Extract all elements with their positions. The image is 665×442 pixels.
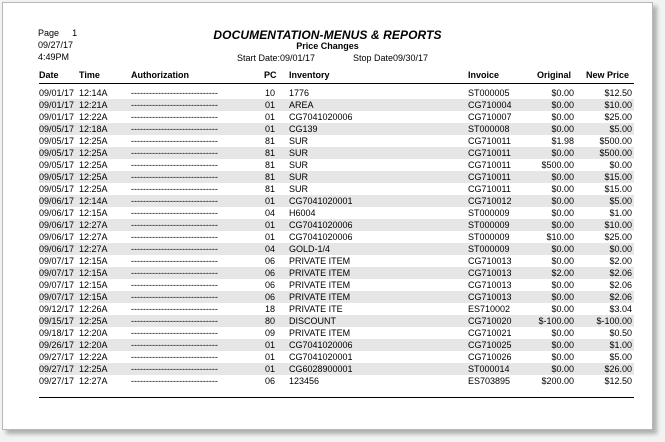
cell-pc: 01 (265, 232, 276, 242)
cell-date: 09/06/17 (39, 208, 75, 218)
cell-original: $2.00 (551, 268, 574, 278)
table-row (3, 183, 652, 195)
table-row (3, 375, 652, 387)
cell-authorization: ----------------------------- (131, 328, 218, 338)
cell-inventory: AREA (289, 100, 314, 110)
cell-invoice: ST000008 (468, 124, 510, 134)
cell-new-price: $2.00 (609, 256, 632, 266)
cell-time: 12:26A (79, 304, 108, 314)
cell-authorization: ----------------------------- (131, 244, 218, 254)
cell-pc: 01 (265, 220, 276, 230)
cell-new-price: $500.00 (599, 148, 632, 158)
cell-original: $0.00 (551, 280, 574, 290)
cell-pc: 01 (265, 100, 276, 110)
col-header-inventory: Inventory (289, 70, 330, 80)
cell-pc: 81 (265, 136, 276, 146)
col-header-time: Time (79, 70, 100, 80)
cell-invoice: CG710011 (468, 184, 511, 194)
cell-pc: 81 (265, 184, 276, 194)
cell-authorization: ----------------------------- (131, 304, 218, 314)
cell-inventory: PRIVATE ITEM (289, 256, 351, 266)
cell-new-price: $-100.00 (596, 316, 632, 326)
cell-original: $0.00 (551, 304, 574, 314)
header-divider (39, 83, 634, 84)
cell-invoice: CG710025 (468, 340, 512, 350)
cell-pc: 09 (265, 328, 276, 338)
cell-time: 12:15A (79, 208, 108, 218)
report-title: DOCUMENTATION-MENUS & REPORTS (213, 28, 442, 42)
cell-authorization: ----------------------------- (131, 268, 218, 278)
page-number: 1 (72, 28, 78, 38)
cell-original: $0.00 (551, 112, 574, 122)
cell-invoice: CG710011 (468, 160, 511, 170)
cell-invoice: CG710013 (468, 280, 512, 290)
cell-inventory: SUR (289, 172, 309, 182)
cell-new-price: $12.50 (604, 376, 632, 386)
table-row (3, 147, 652, 159)
cell-date: 09/05/17 (39, 172, 75, 182)
cell-original: $1.98 (551, 136, 574, 146)
cell-inventory: GOLD-1/4 (289, 244, 331, 254)
cell-inventory: PRIVATE ITEM (289, 292, 351, 302)
cell-invoice: CG710021 (468, 328, 512, 338)
cell-authorization: ----------------------------- (131, 292, 218, 302)
cell-original: $0.00 (551, 124, 574, 134)
cell-date: 09/27/17 (39, 376, 75, 386)
cell-new-price: $1.00 (609, 340, 632, 350)
col-header-authorization: Authorization (131, 70, 189, 80)
cell-date: 09/05/17 (39, 124, 75, 134)
table-row (3, 315, 652, 327)
cell-pc: 81 (265, 160, 276, 170)
cell-authorization: ----------------------------- (131, 220, 218, 230)
table-row (3, 135, 652, 147)
cell-pc: 06 (265, 376, 276, 386)
cell-time: 12:25A (79, 172, 108, 182)
cell-new-price: $12.50 (604, 88, 632, 98)
cell-new-price: $25.00 (604, 112, 632, 122)
cell-time: 12:25A (79, 364, 108, 374)
cell-new-price: $25.00 (604, 232, 632, 242)
cell-authorization: ----------------------------- (131, 148, 218, 158)
cell-authorization: ----------------------------- (131, 340, 218, 350)
stop-date-label: Stop Date (353, 53, 394, 63)
cell-time: 12:22A (79, 352, 108, 362)
cell-authorization: ----------------------------- (131, 136, 218, 146)
col-header-invoice: Invoice (468, 70, 500, 80)
cell-authorization: ----------------------------- (131, 100, 218, 110)
cell-invoice: CG710013 (468, 268, 512, 278)
cell-original: $0.00 (551, 172, 574, 182)
cell-new-price: $15.00 (604, 172, 632, 182)
cell-inventory: CG7041020006 (289, 220, 353, 230)
cell-new-price: $2.06 (609, 292, 632, 302)
row-shading (39, 171, 634, 183)
cell-original: $0.00 (551, 88, 574, 98)
cell-invoice: ST000014 (468, 364, 510, 374)
cell-time: 12:27A (79, 376, 108, 386)
cell-original: $0.00 (551, 100, 574, 110)
cell-time: 12:25A (79, 136, 108, 146)
cell-authorization: ----------------------------- (131, 352, 218, 362)
cell-pc: 06 (265, 280, 276, 290)
table-row (3, 87, 652, 99)
cell-date: 09/01/17 (39, 100, 75, 110)
cell-new-price: $2.06 (609, 268, 632, 278)
table-row (3, 195, 652, 207)
row-shading (39, 135, 634, 147)
cell-date: 09/05/17 (39, 184, 75, 194)
footer-divider (39, 397, 634, 398)
cell-invoice: ES703895 (468, 376, 511, 386)
cell-original: $0.00 (551, 244, 574, 254)
start-date (237, 53, 315, 63)
cell-pc: 81 (265, 172, 276, 182)
col-header-pc: PC (264, 70, 277, 80)
cell-original: $0.00 (551, 184, 574, 194)
cell-new-price: $15.00 (604, 184, 632, 194)
cell-new-price: $3.04 (609, 304, 632, 314)
cell-original: $0.00 (551, 148, 574, 158)
cell-time: 12:14A (79, 88, 108, 98)
cell-pc: 06 (265, 268, 276, 278)
cell-invoice: CG710026 (468, 352, 512, 362)
cell-date: 09/27/17 (39, 352, 75, 362)
table-row (3, 351, 652, 363)
table-row (3, 159, 652, 171)
cell-invoice: ST000009 (468, 244, 510, 254)
row-shading (39, 207, 634, 219)
cell-time: 12:27A (79, 220, 108, 230)
table-row (3, 303, 652, 315)
cell-original: $0.00 (551, 364, 574, 374)
cell-new-price: $5.00 (609, 352, 632, 362)
cell-time: 12:14A (79, 196, 108, 206)
cell-date: 09/07/17 (39, 256, 75, 266)
cell-new-price: $0.00 (609, 244, 632, 254)
cell-authorization: ----------------------------- (131, 256, 218, 266)
cell-inventory: SUR (289, 184, 309, 194)
stop-date (353, 53, 428, 63)
cell-invoice: CG710020 (468, 316, 512, 326)
report-table-body (3, 87, 652, 387)
cell-authorization: ----------------------------- (131, 112, 218, 122)
cell-authorization: ----------------------------- (131, 208, 218, 218)
cell-original: $500.00 (541, 160, 574, 170)
cell-date: 09/06/17 (39, 232, 75, 242)
report-subtitle: Price Changes (296, 41, 359, 51)
table-row (3, 255, 652, 267)
cell-date: 09/07/17 (39, 268, 75, 278)
page-label-text: Page (38, 28, 60, 38)
cell-new-price: $2.06 (609, 280, 632, 290)
cell-date: 09/06/17 (39, 196, 75, 206)
cell-time: 12:18A (79, 124, 108, 134)
cell-authorization: ----------------------------- (131, 88, 218, 98)
col-header-original: Original (537, 70, 572, 80)
cell-new-price: $5.00 (609, 196, 632, 206)
table-row (3, 339, 652, 351)
cell-authorization: ----------------------------- (131, 364, 218, 374)
cell-inventory: CG7041020006 (289, 340, 353, 350)
stop-date-value: 09/30/17 (393, 53, 429, 63)
cell-original: $200.00 (541, 376, 574, 386)
cell-invoice: CG710007 (468, 112, 512, 122)
cell-time: 12:27A (79, 232, 108, 242)
cell-time: 12:25A (79, 160, 108, 170)
table-row (3, 171, 652, 183)
cell-date: 09/27/17 (39, 364, 75, 374)
cell-inventory: CG7041020001 (289, 196, 353, 206)
cell-pc: 04 (265, 244, 276, 254)
cell-new-price: $10.00 (604, 100, 632, 110)
cell-time: 12:15A (79, 268, 108, 278)
col-header-date: Date (39, 70, 59, 80)
cell-inventory: CG7041020006 (289, 232, 353, 242)
print-time: 4:49PM (38, 52, 70, 62)
cell-invoice: CG710011 (468, 148, 511, 158)
cell-original: $10.00 (546, 232, 574, 242)
cell-new-price: $0.00 (609, 160, 632, 170)
cell-inventory: PRIVATE ITEM (289, 280, 351, 290)
cell-time: 12:21A (79, 100, 108, 110)
cell-date: 09/01/17 (39, 112, 75, 122)
cell-time: 12:25A (79, 184, 108, 194)
cell-date: 09/05/17 (39, 136, 75, 146)
cell-pc: 81 (265, 148, 276, 158)
cell-original: $0.00 (551, 256, 574, 266)
cell-date: 09/12/17 (39, 304, 75, 314)
cell-invoice: ES710002 (468, 304, 511, 314)
cell-inventory: SUR (289, 148, 309, 158)
cell-inventory: DISCOUNT (289, 316, 336, 326)
cell-invoice: CG710013 (468, 256, 512, 266)
table-row (3, 231, 652, 243)
cell-invoice: ST000009 (468, 208, 510, 218)
cell-new-price: $26.00 (604, 364, 632, 374)
row-shading (39, 123, 634, 135)
cell-pc: 01 (265, 340, 276, 350)
table-row (3, 267, 652, 279)
cell-invoice: CG710011 (468, 136, 511, 146)
cell-original: $0.00 (551, 208, 574, 218)
cell-date: 09/07/17 (39, 280, 75, 290)
table-row (3, 111, 652, 123)
cell-inventory: CG6028900001 (289, 364, 353, 374)
cell-date: 09/07/17 (39, 292, 75, 302)
row-shading (39, 87, 634, 99)
cell-invoice: ST000005 (468, 88, 510, 98)
cell-invoice: CG710011 (468, 172, 511, 182)
cell-original: $0.00 (551, 220, 574, 230)
table-row (3, 99, 652, 111)
cell-pc: 01 (265, 364, 276, 374)
cell-date: 09/06/17 (39, 220, 75, 230)
table-row (3, 219, 652, 231)
cell-inventory: SUR (289, 136, 309, 146)
cell-invoice: CG710004 (468, 100, 512, 110)
cell-new-price: $10.00 (604, 220, 632, 230)
cell-time: 12:20A (79, 328, 108, 338)
cell-inventory: CG139 (289, 124, 318, 134)
cell-time: 12:25A (79, 316, 108, 326)
cell-time: 12:15A (79, 292, 108, 302)
cell-authorization: ----------------------------- (131, 184, 218, 194)
cell-pc: 80 (265, 316, 276, 326)
cell-time: 12:25A (79, 148, 108, 158)
cell-inventory: CG7041020006 (289, 112, 353, 122)
cell-new-price: $0.50 (609, 328, 632, 338)
cell-new-price: $5.00 (609, 124, 632, 134)
cell-inventory: PRIVATE ITE (289, 304, 343, 314)
cell-inventory: H6004 (289, 208, 316, 218)
start-date-value: 09/01/17 (280, 53, 316, 63)
cell-authorization: ----------------------------- (131, 232, 218, 242)
cell-original: $0.00 (551, 340, 574, 350)
table-row (3, 279, 652, 291)
cell-date: 09/06/17 (39, 244, 75, 254)
cell-time: 12:15A (79, 256, 108, 266)
cell-authorization: ----------------------------- (131, 160, 218, 170)
cell-pc: 01 (265, 124, 276, 134)
cell-authorization: ----------------------------- (131, 316, 218, 326)
row-shading (39, 99, 634, 111)
cell-authorization: ----------------------------- (131, 376, 218, 386)
cell-inventory: PRIVATE ITEM (289, 328, 351, 338)
cell-authorization: ----------------------------- (131, 196, 218, 206)
table-row (3, 291, 652, 303)
cell-original: $0.00 (551, 352, 574, 362)
table-row (3, 363, 652, 375)
cell-pc: 01 (265, 112, 276, 122)
cell-inventory: SUR (289, 160, 309, 170)
cell-date: 09/01/17 (39, 88, 75, 98)
cell-inventory: 1776 (289, 88, 310, 98)
cell-new-price: $500.00 (599, 136, 632, 146)
cell-pc: 01 (265, 352, 276, 362)
cell-authorization: ----------------------------- (131, 124, 218, 134)
cell-pc: 18 (265, 304, 276, 314)
col-header-new-price: New Price (586, 70, 630, 80)
start-date-label: Start Date: (237, 53, 281, 63)
cell-date: 09/05/17 (39, 148, 75, 158)
cell-pc: 01 (265, 196, 276, 206)
row-shading (39, 243, 634, 255)
cell-original: $0.00 (551, 328, 574, 338)
cell-inventory: CG7041020001 (289, 352, 353, 362)
cell-invoice: CG710013 (468, 292, 512, 302)
cell-time: 12:22A (79, 112, 108, 122)
row-shading (39, 183, 634, 195)
table-row (3, 243, 652, 255)
cell-date: 09/18/17 (39, 328, 75, 338)
cell-pc: 06 (265, 292, 276, 302)
cell-time: 12:15A (79, 280, 108, 290)
print-date: 09/27/17 (38, 40, 74, 50)
cell-original: $0.00 (551, 196, 574, 206)
cell-date: 09/15/17 (39, 316, 75, 326)
cell-inventory: PRIVATE ITEM (289, 268, 351, 278)
report-page (2, 2, 653, 430)
cell-authorization: ----------------------------- (131, 172, 218, 182)
cell-authorization: ----------------------------- (131, 280, 218, 290)
cell-new-price: $1.00 (609, 208, 632, 218)
cell-invoice: ST000009 (468, 232, 510, 242)
cell-pc: 10 (265, 88, 276, 98)
cell-time: 12:20A (79, 340, 108, 350)
cell-invoice: CG710012 (468, 196, 512, 206)
table-row (3, 207, 652, 219)
cell-time: 12:27A (79, 244, 108, 254)
cell-date: 09/26/17 (39, 340, 75, 350)
cell-original: $0.00 (551, 292, 574, 302)
table-row (3, 327, 652, 339)
table-row (3, 123, 652, 135)
cell-invoice: ST000009 (468, 220, 510, 230)
row-shading (39, 147, 634, 159)
cell-pc: 04 (265, 208, 276, 218)
cell-pc: 06 (265, 256, 276, 266)
cell-inventory: 123456 (289, 376, 320, 386)
cell-original: $-100.00 (538, 316, 574, 326)
cell-date: 09/05/17 (39, 160, 75, 170)
